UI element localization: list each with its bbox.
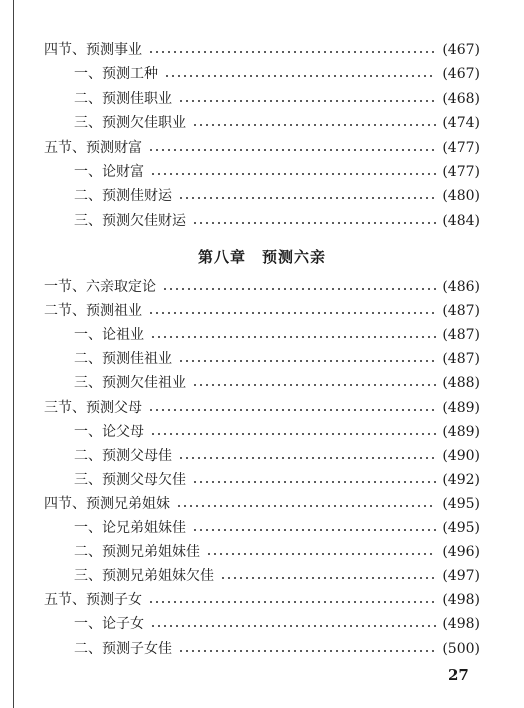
- dot-leader: [192, 529, 436, 531]
- toc-entry: [74, 372, 480, 394]
- toc-entry-page: (484): [442, 212, 480, 229]
- toc-entry-page: (495): [442, 520, 480, 536]
- toc-entry-label: 三、预测兄弟姐妹欠佳: [74, 568, 214, 585]
- toc-entry-page: (474): [442, 115, 480, 132]
- toc-entry: [74, 613, 480, 635]
- toc-entry: [74, 517, 480, 539]
- toc-entry-label: 二节、预测祖业: [44, 303, 142, 320]
- dot-leader: [192, 124, 436, 126]
- dot-leader: [148, 149, 436, 151]
- dot-leader: [178, 650, 436, 652]
- dot-leader: [178, 360, 436, 362]
- dot-leader: [148, 312, 436, 314]
- toc-entry: [74, 88, 480, 110]
- dot-leader: [192, 384, 436, 386]
- toc-entry-page: (477): [442, 139, 480, 156]
- toc-entry-label: 一、预测工种: [74, 66, 158, 83]
- toc-entry: [74, 161, 480, 183]
- toc-entry-page: (487): [442, 351, 480, 368]
- toc-entry: [74, 112, 480, 134]
- toc-entry-page: (467): [442, 66, 480, 83]
- toc-entry: [44, 397, 480, 419]
- toc-entry-label: 一、论子女: [74, 616, 144, 633]
- toc-entry-page: (489): [442, 423, 480, 440]
- page-number: 27: [448, 666, 469, 684]
- dot-leader: [176, 505, 436, 507]
- toc-entry: [74, 185, 480, 207]
- toc-entry-page: (490): [442, 447, 480, 464]
- toc-entry: [74, 541, 480, 563]
- toc-entry: [74, 638, 480, 660]
- toc-entry-page: (489): [442, 399, 480, 416]
- toc-entry-label: 四节、预测事业: [44, 42, 142, 58]
- toc-entry: [44, 493, 480, 515]
- toc-entry: [74, 210, 480, 232]
- toc-entry-label: 三、预测欠佳祖业: [74, 375, 186, 392]
- toc-entry-label: 一、论父母: [74, 423, 144, 440]
- toc-entry-page: (487): [442, 327, 480, 344]
- toc-entry-label: 一节、六亲取定论: [44, 279, 156, 295]
- dot-leader: [178, 197, 436, 199]
- dot-leader: [178, 457, 436, 459]
- dot-leader: [148, 409, 436, 411]
- dot-leader: [164, 75, 436, 77]
- toc-entry-label: 五节、预测财富: [44, 139, 142, 156]
- toc-entry-page: (477): [442, 164, 480, 180]
- toc-entry-label: 一、论祖业: [74, 327, 144, 344]
- toc-entry: [44, 39, 480, 61]
- toc-entry: [44, 137, 480, 159]
- toc-entry-page: (492): [442, 471, 480, 488]
- toc-entry-label: 一、论财富: [74, 164, 144, 180]
- toc-entry-label: 二、预测子女佳: [74, 640, 172, 657]
- dot-leader: [150, 433, 436, 435]
- dot-leader: [150, 336, 436, 338]
- toc-entry-label: 五节、预测子女: [44, 592, 142, 609]
- chapter-heading: 第八章 预测六亲: [197, 248, 326, 266]
- toc-entry: [74, 348, 480, 370]
- toc-entry-page: (486): [442, 279, 480, 295]
- dot-leader: [148, 51, 436, 53]
- dot-leader: [220, 577, 436, 579]
- toc-entry-page: (498): [442, 616, 480, 633]
- toc-entry-label: 二、预测父母佳: [74, 447, 172, 464]
- toc-entry: [74, 565, 480, 587]
- dot-leader: [150, 173, 436, 175]
- toc-entry-label: 二、预测兄弟姐妹佳: [74, 544, 200, 561]
- dot-leader: [178, 100, 436, 102]
- toc-entry-page: (467): [442, 42, 480, 58]
- toc-entry-page: (498): [442, 592, 480, 609]
- toc-entry-label: 三节、预测父母: [44, 399, 142, 416]
- toc-entry-page: (480): [442, 188, 480, 205]
- dot-leader: [148, 601, 436, 603]
- toc-entry-label: 三、预测欠佳职业: [74, 115, 186, 132]
- toc-entry: [74, 469, 480, 491]
- toc-entry-label: 二、预测佳财运: [74, 188, 172, 205]
- toc-entry-page: (500): [442, 640, 480, 657]
- toc-entry: [74, 63, 480, 85]
- toc-entry-label: 三、预测父母欠佳: [74, 471, 186, 488]
- toc-entry: [74, 324, 480, 346]
- toc-entry-page: (495): [442, 495, 480, 512]
- toc-entry-page: (496): [442, 544, 480, 561]
- toc-entry-label: 二、预测佳职业: [74, 90, 172, 107]
- toc-entry-page: (488): [442, 375, 480, 392]
- dot-leader: [192, 222, 436, 224]
- toc-entry: [44, 589, 480, 611]
- dot-leader: [150, 625, 436, 627]
- toc-entry-page: (487): [442, 303, 480, 320]
- toc-entry-label: 二、预测佳祖业: [74, 351, 172, 368]
- toc-entry-page: (497): [442, 568, 480, 585]
- toc-entry: [74, 445, 480, 467]
- dot-leader: [162, 288, 436, 290]
- toc-entry: [44, 300, 480, 322]
- toc-entry: [44, 276, 480, 298]
- dot-leader: [192, 481, 436, 483]
- toc-entry-label: 四节、预测兄弟姐妹: [44, 495, 170, 512]
- toc-entry-page: (468): [442, 90, 480, 107]
- page-margin-line: [13, 0, 14, 708]
- toc-entry: [74, 421, 480, 443]
- dot-leader: [206, 553, 436, 555]
- toc-entry-label: 一、论兄弟姐妹佳: [74, 520, 186, 536]
- toc-entry-label: 三、预测欠佳财运: [74, 212, 186, 229]
